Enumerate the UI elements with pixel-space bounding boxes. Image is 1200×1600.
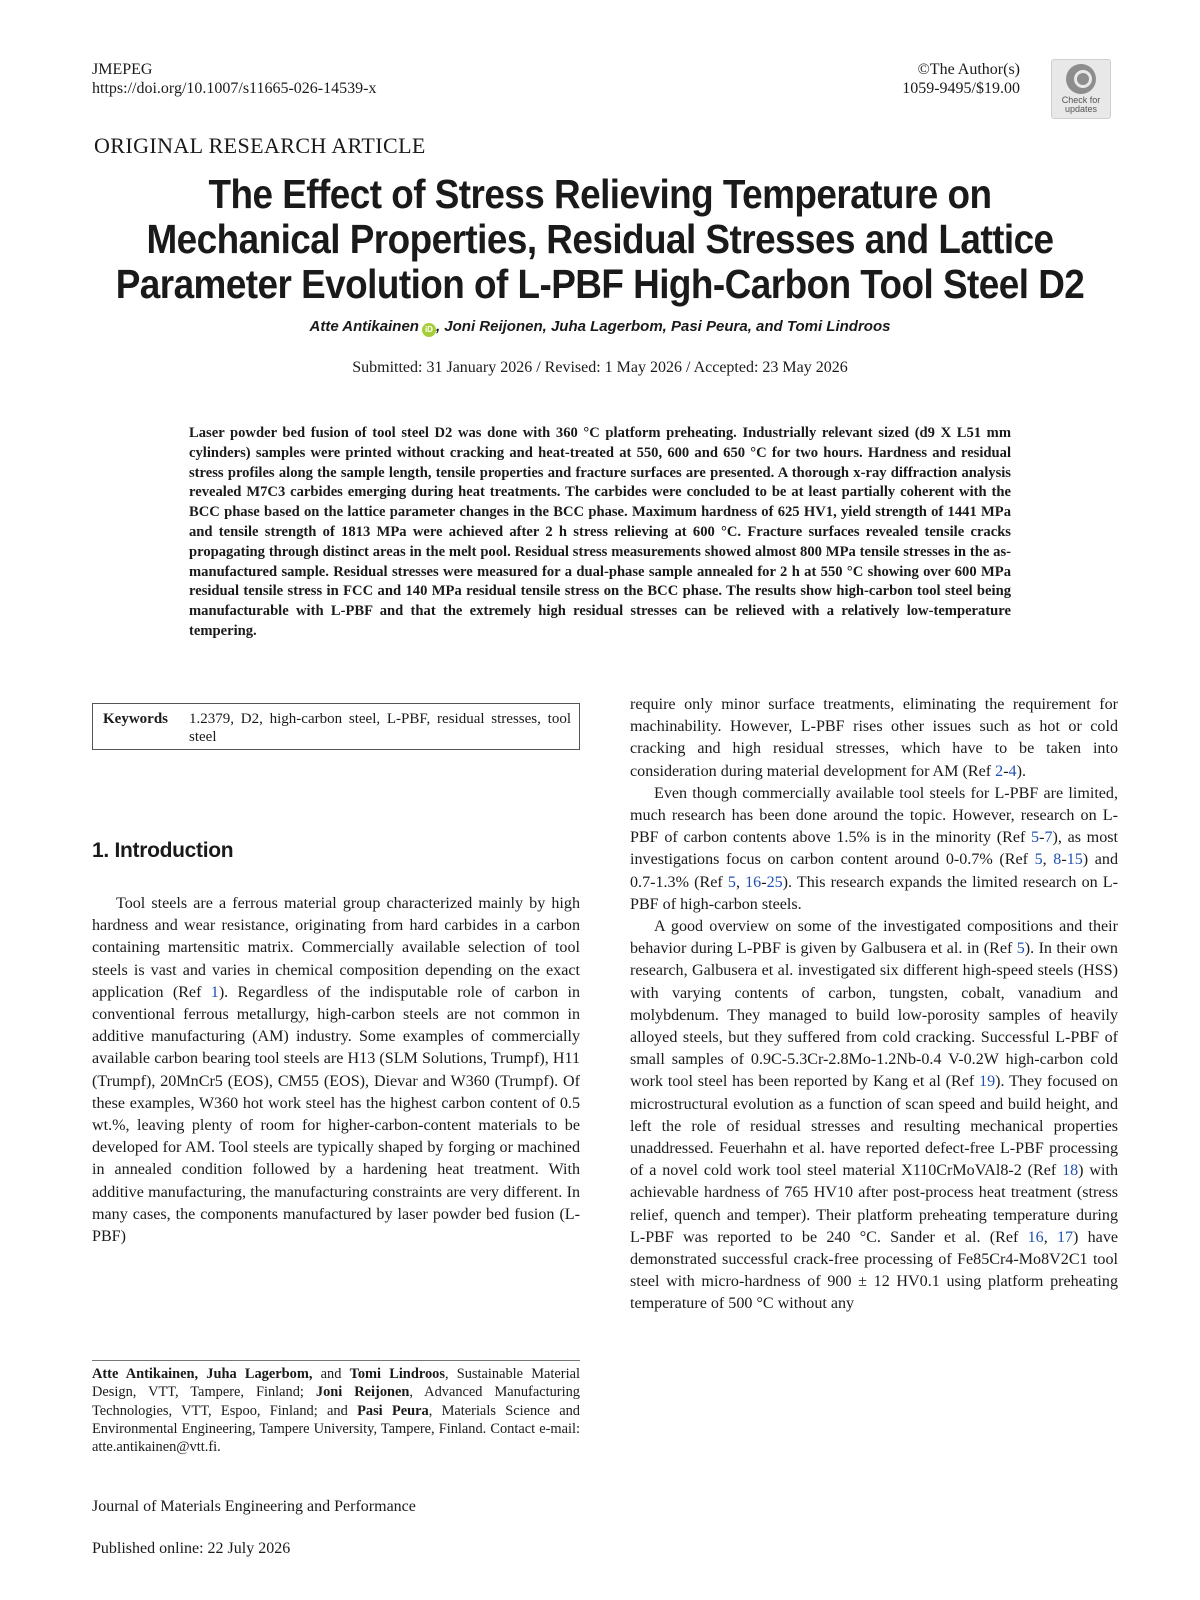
reference-link[interactable]: 15	[1066, 851, 1083, 869]
other-authors: , Joni Reijonen, Juha Lagerbom, Pasi Peura, and Tomi Lindroos	[435, 318, 891, 335]
header-right	[902, 60, 1020, 98]
section-heading-introduction: 1. Introduction	[92, 839, 234, 862]
paragraph: Tool steels are a ferrous material group characterized mainly by high hardness and wear resistance, originating from hard carbides in a carbon containing martensitic matrix. Commercially available selection of tool steels is vast and varies in chemical composition depending on the exact application (Ref 1). Regardless of the indisputable role of carbon in conventional ferrous metallurgy, high-carbon steels are not common in additive manufacturing (AM) industry. Some examples of commercially available carbon bearing tool steels are H13 (SLM Solutions, Trumpf), H11 (Trumpf), 20MnCr5 (EOS), CM55 (EOS), Dievar and W360 (Trumpf). Of these examples, W360 hot work steel has the highest carbon content of 0.5 wt.%, leaving plenty of room for higher-carbon-content materials to be developed for AM. Tool steels are typically shaped by forging or machined in annealed condition followed by a hardening heat treatment. With additive manufacturing, the manufacturing constraints are very different. In many cases, the components manufactured by laser powder bed fusion (L-PBF)	[92, 895, 580, 1246]
article-type: ORIGINAL RESEARCH ARTICLE	[94, 133, 426, 158]
keywords-text: 1.2379, D2, high-carbon steel, L-PBF, residual stresses, tool steel	[189, 711, 571, 745]
footer-published-date: Published online: 22 July 2026	[92, 1540, 291, 1557]
reference-link[interactable]: 1	[210, 983, 219, 1001]
paragraph: require only minor surface treatments, eliminating the requirement for machinability. However, L-PBF rises other issues such as hot or cold cracking and high residual stresses, which have to be taken into consideration during material development for AM (Ref 2-4).	[630, 696, 1118, 780]
reference-link[interactable]: 2	[995, 762, 1004, 780]
reference-link[interactable]: 5	[727, 873, 736, 891]
first-author: Atte Antikainen	[309, 318, 419, 335]
keywords-label: Keywords	[103, 711, 168, 727]
right-column-body	[630, 694, 1118, 1316]
check-updates-line1: Check for	[1061, 95, 1101, 105]
reference-link[interactable]: 18	[1062, 1162, 1079, 1180]
paragraph: Even though commercially available tool steels for L-PBF are limited, much research has been done around the topic. However, research on L-PBF of carbon contents above 1.5% is in the minority (Ref 5-7), as most investigations focus on carbon content around 0-0.7% (Ref 5, 8-15) and 0.7-1.3% (Ref 5, 16-25). This research expands the limited research on L-PBF of high-carbon steels.	[630, 784, 1119, 913]
reference-link[interactable]: 16	[1027, 1228, 1044, 1246]
left-column-body	[92, 893, 580, 1248]
reference-link[interactable]: 8	[1053, 851, 1062, 869]
author-affiliations: Atte Antikainen, Juha Lagerbom, and Tomi Lindroos, Sustainable Material Design, VTT, Tampere, Finland; Joni Reijonen, Advanced Manufacturing Technologies, VTT, Espoo, Finland; and Pasi Peura, Materials Science and Environmental Engineering, Tampere University, Tampere, Finland. Contact e-mail: atte.antikainen@vtt.fi.	[92, 1366, 580, 1456]
reference-link[interactable]: 5	[1016, 940, 1025, 958]
header-left	[92, 60, 376, 98]
footer-journal-name: Journal of Materials Engineering and Performance	[92, 1498, 416, 1515]
doi-link[interactable]: https://doi.org/10.1007/s11665-026-14539-x	[92, 80, 377, 97]
price: 1059-9495/$19.00	[902, 80, 1020, 97]
journal-code: JMEPEG	[92, 61, 153, 78]
author-list	[100, 318, 1100, 337]
orcid-icon[interactable]: iD	[422, 323, 436, 337]
abstract: Laser powder bed fusion of tool steel D2 was done with 360 °C platform preheating. Industrially relevant sized (d9 X L51 mm cylinders) samples were printed without cracking and heat-treated at 550, 600 and 650 °C for two hours. Hardness and residual stress profiles along the sample length, tensile properties and fracture surfaces are presented. A thorough x-ray diffraction analysis revealed M7C3 carbides emerging during heat treatments. The carbides were concluded to be at least partially coherent with the BCC phase based on the lattice parameter changes in the BCC phase. Maximum hardness of 625 HV1, yield strength of 1441 MPa and tensile strength of 1813 MPa were achieved after 2 h stress relieving at 600 °C. Fracture surfaces revealed tensile cracks propagating through distinct areas in the melt pool. Residual stress measurements showed almost 800 MPa tensile stresses in the as-manufactured sample. Residual stresses were measured for a dual-phase sample annealed for 2 h at 550 °C showing over 600 MPa residual tensile stress in FCC and 140 MPa residual tensile stress on the BCC phase. The results show high-carbon tool steel being manufacturable with L-PBF and that the extremely high residual stresses can be relieved with a relatively low-temperature tempering.	[189, 425, 1011, 639]
article-title: The Effect of Stress Relieving Temperature on Mechanical Properties, Residual Stresses and Lattice Parameter Evolution of L-PBF High-Carbon Tool Steel D2	[115, 171, 1085, 307]
submission-dates: Submitted: 31 January 2026 / Revised: 1 May 2026 / Accepted: 23 May 2026	[352, 359, 848, 376]
reference-link[interactable]: 5	[1031, 829, 1040, 847]
reference-link[interactable]: 17	[1056, 1228, 1074, 1246]
footnote-divider	[92, 1360, 580, 1361]
reference-link[interactable]: 7	[1044, 829, 1053, 847]
reference-link[interactable]: 4	[1008, 762, 1017, 780]
reference-link[interactable]: 5	[1034, 851, 1043, 869]
keywords-box	[92, 703, 580, 750]
reference-link[interactable]: 19	[979, 1073, 996, 1091]
check-updates-icon	[1066, 64, 1096, 94]
reference-link[interactable]: 16	[745, 873, 762, 891]
reference-link[interactable]: 25	[766, 873, 783, 891]
copyright: ©The Author(s)	[917, 61, 1020, 78]
check-updates-line2: updates	[1064, 104, 1098, 114]
paragraph: A good overview on some of the investigated compositions and their behavior during L-PBF is given by Galbusera et al. in (Ref 5). In their own research, Galbusera et al. investigated six different high-speed steels (HSS) with varying contents of carbon, tungsten, cobalt, vanadium and molybdenum. They managed to build low-porosity samples of heavily alloyed steels, but they suffered from cold cracking. Successful L-PBF of small samples of 0.9C-5.3Cr-2.8Mo-1.2Nb-0.4 V-0.2W high-carbon cold work tool steel has been reported by Kang et al (Ref 19). They focused on microstructural evolution as a function of scan speed and build height, and left the role of residual stresses and resulting mechanical properties unaddressed. Feuerhahn et al. have reported defect-free L-PBF processing of a novel cold work tool steel material X110CrMoVAl8-2 (Ref 18) with achievable hardness of 765 HV10 after post-process heat treatment (stress relief, quench and temper). Their platform preheating temperature during L-PBF was reported to be 240 °C. Sander et al. (Ref 16, 17) have demonstrated successful crack-free processing of Fe85Cr4-Mo8V2C1 tool steel with micro-hardness of 900 ± 12 HV0.1 using platform preheating temperature of 500 °C without any	[630, 918, 1119, 1313]
check-for-updates-badge[interactable]	[1051, 59, 1111, 119]
